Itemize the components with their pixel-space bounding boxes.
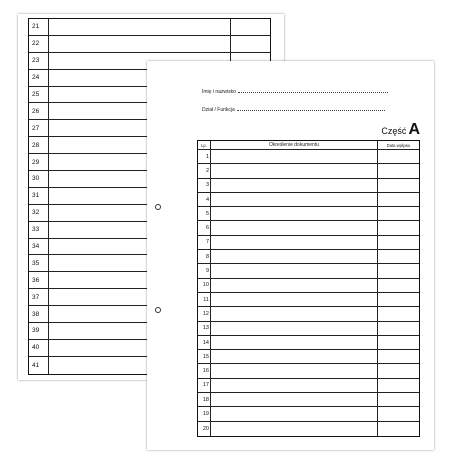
date-cell[interactable]: [378, 322, 419, 335]
row-number: 7: [198, 236, 211, 249]
table-row: [198, 250, 419, 264]
date-cell[interactable]: [378, 422, 419, 436]
table-row: [198, 336, 419, 350]
row-number: 32: [29, 205, 49, 221]
date-cell[interactable]: [378, 264, 419, 277]
document-cell[interactable]: [49, 19, 231, 35]
table-row: [198, 279, 419, 293]
date-cell[interactable]: [378, 336, 419, 349]
document-cell[interactable]: [211, 236, 378, 249]
table-row: [198, 422, 419, 436]
header-lp: Lp.: [198, 141, 211, 149]
row-number: 33: [29, 222, 49, 238]
document-cell[interactable]: [211, 322, 378, 335]
row-number: 13: [198, 322, 211, 335]
table-row: [198, 364, 419, 378]
table-body: [198, 150, 419, 436]
document-cell[interactable]: [211, 379, 378, 392]
table-row: [198, 307, 419, 321]
row-number: 19: [198, 407, 211, 420]
row-number: 2: [198, 164, 211, 177]
date-cell[interactable]: [378, 250, 419, 263]
part-title: [381, 121, 420, 139]
document-cell[interactable]: [211, 307, 378, 320]
document-cell[interactable]: [211, 264, 378, 277]
header-document: Określenie dokumentu: [211, 141, 378, 149]
table-row: [198, 322, 419, 336]
document-cell[interactable]: [211, 250, 378, 263]
punch-hole: [155, 204, 161, 210]
row-number: 18: [198, 393, 211, 406]
date-cell[interactable]: [378, 379, 419, 392]
row-number: 37: [29, 289, 49, 305]
table-row: [29, 19, 270, 36]
row-number: 30: [29, 171, 49, 187]
date-cell[interactable]: [231, 36, 270, 52]
row-number: 21: [29, 19, 49, 35]
name-field-label: Imię i nazwisko: [202, 89, 236, 95]
document-cell[interactable]: [211, 279, 378, 292]
header-date: Data wpływu: [386, 142, 411, 148]
table-row: [198, 193, 419, 207]
row-number: 22: [29, 36, 49, 52]
row-number: 5: [198, 207, 211, 220]
front-register-table: [197, 140, 420, 437]
document-cell[interactable]: [211, 293, 378, 306]
row-number: 14: [198, 336, 211, 349]
date-cell[interactable]: [378, 164, 419, 177]
department-field-label: Dział / Funkcja: [202, 107, 235, 113]
date-cell[interactable]: [378, 307, 419, 320]
row-number: 4: [198, 193, 211, 206]
document-cell[interactable]: [211, 422, 378, 436]
table-row: [198, 179, 419, 193]
row-number: 15: [198, 350, 211, 363]
document-cell[interactable]: [211, 193, 378, 206]
name-field[interactable]: [202, 88, 388, 95]
table-header: [198, 141, 419, 150]
row-number: 31: [29, 188, 49, 204]
row-number: 25: [29, 87, 49, 103]
row-number: 12: [198, 307, 211, 320]
punch-hole: [155, 307, 161, 313]
document-cell[interactable]: [211, 350, 378, 363]
date-cell[interactable]: [378, 179, 419, 192]
table-row: [198, 379, 419, 393]
row-number: 9: [198, 264, 211, 277]
date-cell[interactable]: [378, 193, 419, 206]
date-cell[interactable]: [231, 19, 270, 35]
date-cell[interactable]: [378, 221, 419, 234]
document-cell[interactable]: [211, 407, 378, 420]
row-number: 6: [198, 221, 211, 234]
row-number: 8: [198, 250, 211, 263]
table-row: [198, 293, 419, 307]
name-field-line: [238, 88, 388, 93]
table-row: [198, 264, 419, 278]
row-number: 29: [29, 154, 49, 170]
table-row: [198, 150, 419, 164]
table-row: [198, 236, 419, 250]
table-row: [198, 407, 419, 421]
row-number: 38: [29, 306, 49, 322]
date-cell[interactable]: [378, 393, 419, 406]
date-cell[interactable]: [378, 350, 419, 363]
row-number: 26: [29, 103, 49, 119]
row-number: 36: [29, 272, 49, 288]
row-number: 27: [29, 120, 49, 136]
date-cell[interactable]: [378, 293, 419, 306]
row-number: 28: [29, 137, 49, 153]
row-number: 41: [29, 357, 49, 374]
part-label: Część: [381, 126, 407, 136]
date-cell[interactable]: [378, 279, 419, 292]
row-number: 3: [198, 179, 211, 192]
date-cell[interactable]: [378, 407, 419, 420]
row-number: 16: [198, 364, 211, 377]
row-number: 23: [29, 53, 49, 69]
table-row: [198, 207, 419, 221]
row-number: 1: [198, 150, 211, 163]
document-cell[interactable]: [211, 393, 378, 406]
row-number: 24: [29, 70, 49, 86]
row-number: 10: [198, 279, 211, 292]
table-row: [198, 350, 419, 364]
date-cell[interactable]: [378, 364, 419, 377]
document-cell[interactable]: [211, 207, 378, 220]
document-cell[interactable]: [211, 221, 378, 234]
row-number: 39: [29, 323, 49, 339]
front-sheet: [147, 61, 434, 450]
document-cell[interactable]: [211, 164, 378, 177]
row-number: 11: [198, 293, 211, 306]
row-number: 17: [198, 379, 211, 392]
document-cell[interactable]: [49, 36, 231, 52]
date-cell[interactable]: [378, 236, 419, 249]
table-row: [198, 393, 419, 407]
date-cell[interactable]: [378, 207, 419, 220]
document-cell[interactable]: [211, 364, 378, 377]
row-number: 20: [198, 422, 211, 436]
document-cell[interactable]: [211, 336, 378, 349]
row-number: 34: [29, 239, 49, 255]
document-cell[interactable]: [211, 150, 378, 163]
department-field[interactable]: [202, 106, 385, 113]
department-field-line: [237, 106, 385, 111]
table-row: [198, 221, 419, 235]
part-letter: A: [408, 121, 420, 138]
table-row: [29, 36, 270, 53]
document-cell[interactable]: [211, 179, 378, 192]
row-number: 35: [29, 255, 49, 271]
row-number: 40: [29, 340, 49, 356]
date-cell[interactable]: [378, 150, 419, 163]
table-row: [198, 164, 419, 178]
